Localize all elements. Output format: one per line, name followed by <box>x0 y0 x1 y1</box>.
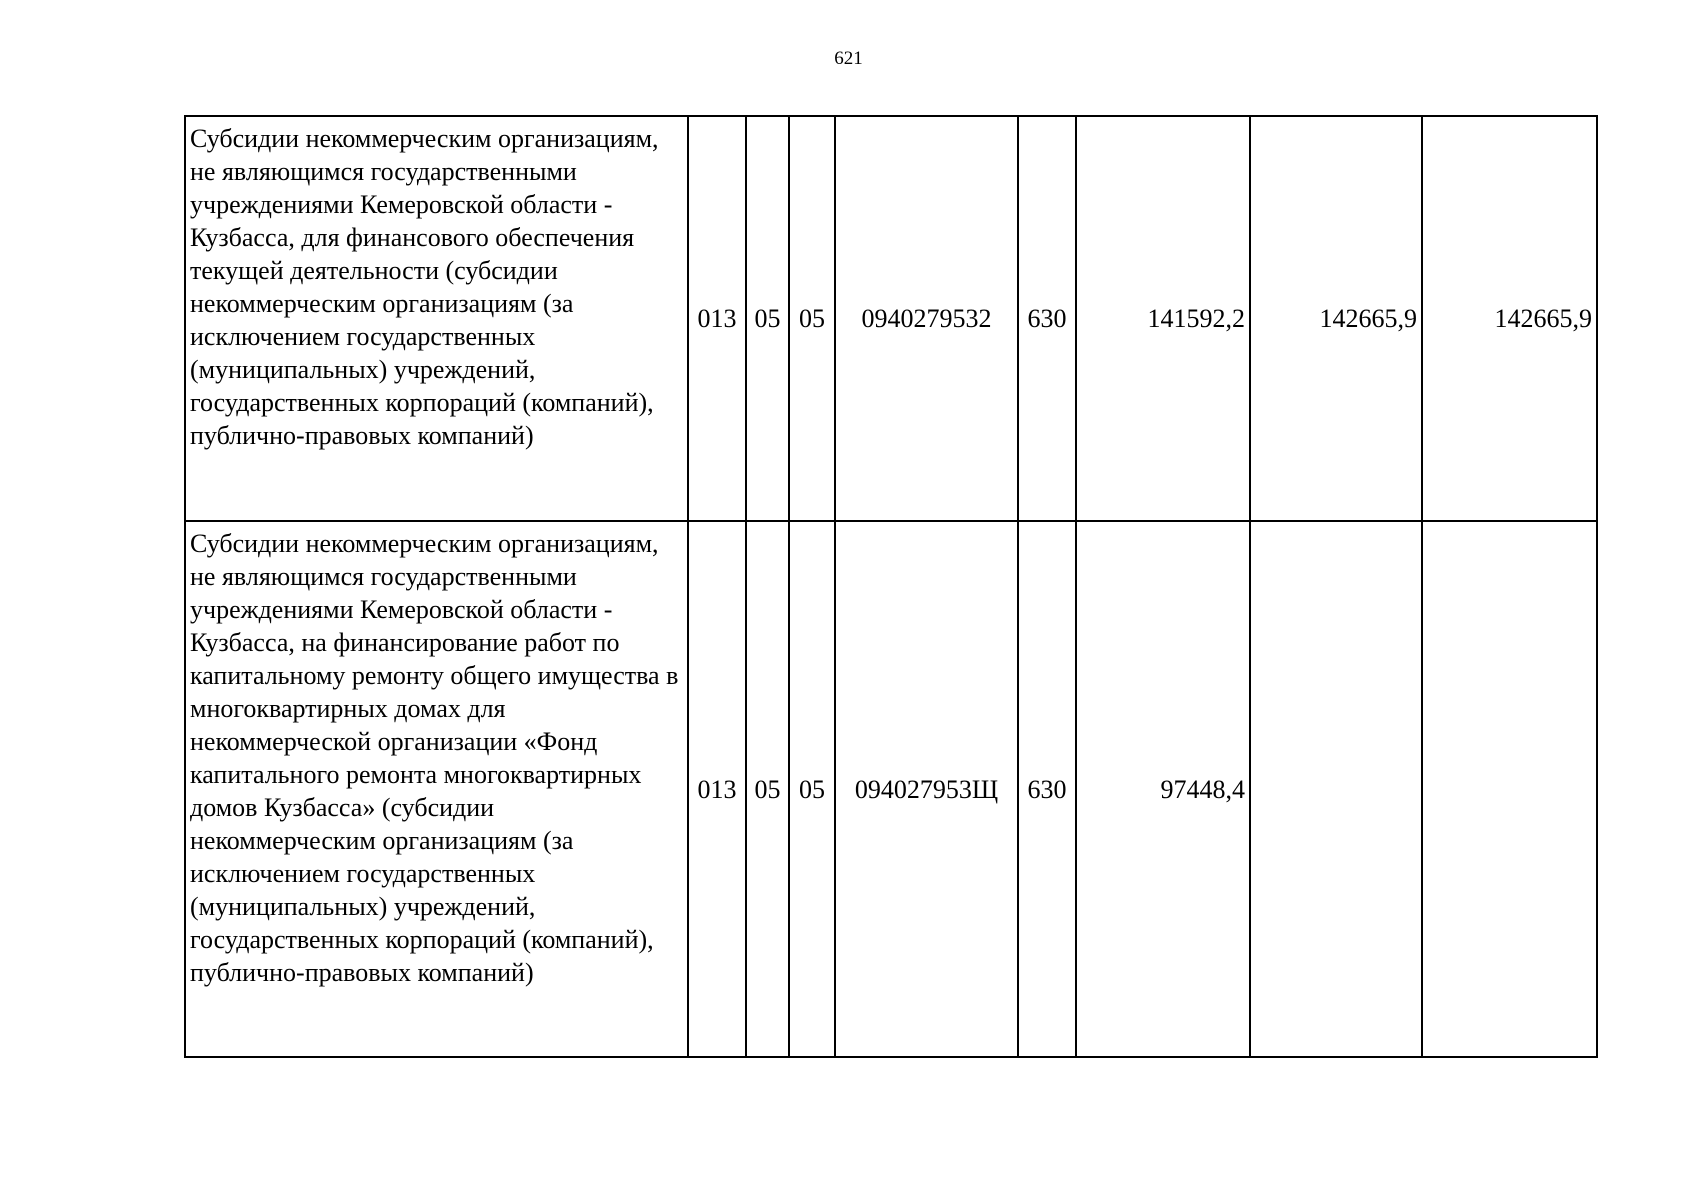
ministry-code: 013 <box>688 116 746 521</box>
amount-year-2: 142665,9 <box>1250 116 1422 521</box>
expense-type-code: 630 <box>1018 521 1076 1057</box>
amount-year-2 <box>1250 521 1422 1057</box>
amount-year-3 <box>1422 521 1597 1057</box>
section-code: 05 <box>746 116 789 521</box>
amount-year-3: 142665,9 <box>1422 116 1597 521</box>
table-row <box>185 116 1597 521</box>
amount-year-1: 97448,4 <box>1076 521 1250 1057</box>
section-code: 05 <box>746 521 789 1057</box>
row-description: Субсидии некоммерческим организациям, не являющимся государственными учреждениями Кемеровской области - Кузбасса, для финансового обеспечения текущей деятельности (субсидии некоммерческим организациям (за исключением государственных (муниципальных) учреждений, государственных корпораций (компаний), публично-правовых компаний) <box>185 116 688 521</box>
subsection-code: 05 <box>789 521 835 1057</box>
budget-table <box>184 115 1598 1058</box>
ministry-code: 013 <box>688 521 746 1057</box>
target-article-code: 094027953Щ <box>835 521 1018 1057</box>
expense-type-code: 630 <box>1018 116 1076 521</box>
amount-year-1: 141592,2 <box>1076 116 1250 521</box>
target-article-code: 0940279532 <box>835 116 1018 521</box>
subsection-code: 05 <box>789 116 835 521</box>
table-row <box>185 521 1597 1057</box>
page-number: 621 <box>834 48 863 69</box>
row-description: Субсидии некоммерческим организациям, не являющимся государственными учреждениями Кемеровской области - Кузбасса, на финансирование работ по капитальному ремонту общего имущества в многоквартирных домах для некоммерческой организации «Фонд капитального ремонта многоквартирных домов Кузбасса» (субсидии некоммерческим организациям (за исключением государственных (муниципальных) учреждений, государственных корпораций (компаний), публично-правовых компаний) <box>185 521 688 1057</box>
